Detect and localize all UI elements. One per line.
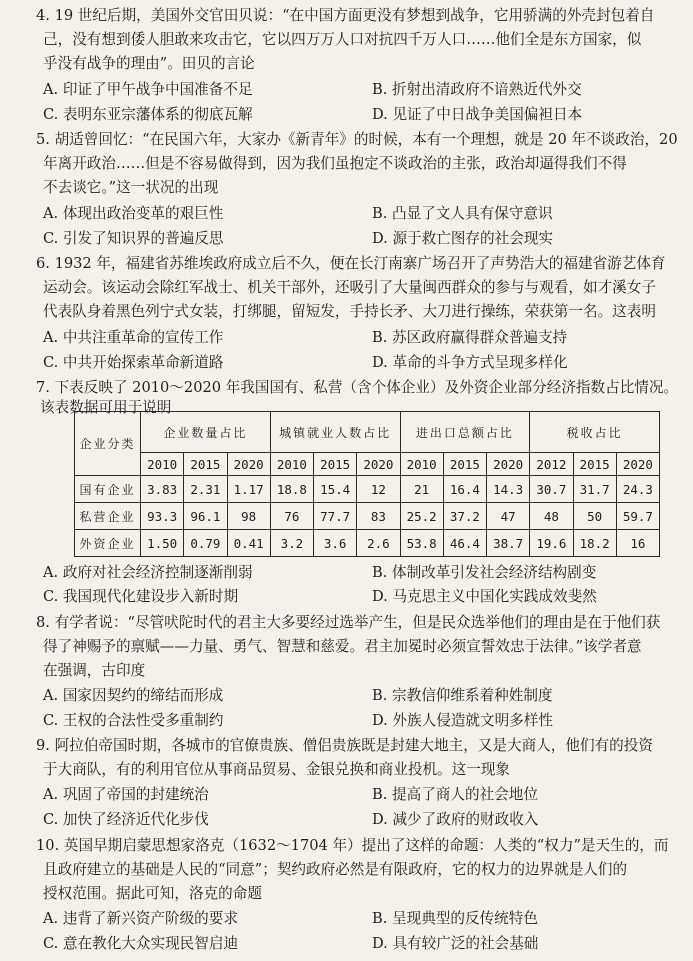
table-year-header: 2010 — [400, 453, 443, 476]
table-year-header: 2015 — [314, 453, 357, 476]
table-cell: 3.83 — [141, 476, 184, 503]
q8-option-b[interactable]: B. 宗教信仰维系着种姓制度 — [372, 687, 553, 704]
table-cell: 83 — [357, 503, 400, 530]
q6-stem-line-3: 代表队身着黑色列宁式女装，打绑腿，留短发，手持长矛、大刀进行操练，荣获第一名。这表明 — [43, 303, 656, 320]
table-year-header: 2015 — [184, 453, 227, 476]
table-cell: 53.8 — [400, 530, 443, 557]
q7-option-c[interactable]: C. 我国现代化建设步入新时期 — [43, 588, 239, 605]
q9-option-a[interactable]: A. 巩固了帝国的封建统治 — [43, 786, 209, 803]
q10-option-d[interactable]: D. 具有较广泛的社会基础 — [372, 935, 539, 952]
q7-option-a[interactable]: A. 政府对社会经济控制逐渐削弱 — [43, 564, 253, 581]
table-cell: 47 — [487, 503, 530, 530]
table-cell: 30.7 — [530, 476, 573, 503]
table-year-header: 2020 — [357, 453, 400, 476]
table-cell: 96.1 — [184, 503, 227, 530]
table-cell: 76 — [270, 503, 313, 530]
table-cell: 0.41 — [227, 530, 270, 557]
table-cell: 0.79 — [184, 530, 227, 557]
q8-stem-line-1: 8. 有学者说：“尽管吠陀时代的君主大多要经过选举产生，但是民众选举他们的理由是在于他们获 — [36, 614, 661, 631]
table-cell: 1.17 — [227, 476, 270, 503]
q9-option-c[interactable]: C. 加快了经济近代化步伐 — [43, 811, 209, 828]
table-cell: 1.50 — [141, 530, 184, 557]
q10-stem-line-3: 授权范围。据此可知，洛克的命题 — [43, 885, 262, 902]
table-cell: 38.7 — [487, 530, 530, 557]
table-cell: 21 — [400, 476, 443, 503]
q10-option-a[interactable]: A. 违背了新兴资产阶级的要求 — [43, 910, 238, 927]
table-year-header: 2015 — [573, 453, 616, 476]
table-row-label: 国有企业 — [75, 476, 141, 503]
table-row — [75, 503, 660, 530]
q10-stem-line-2: 且政府建立的基础是人民的“同意”；契约政府必然是有限政府，它的权力的边界就是人们的 — [43, 861, 628, 878]
table-group-header: 税收占比 — [530, 412, 660, 453]
table-cell: 15.4 — [314, 476, 357, 503]
table-year-header: 2012 — [530, 453, 573, 476]
table-year-header: 2020 — [227, 453, 270, 476]
q4-stem-line-2: 己，没有想到倭人胆敢来攻击它，它以四万万人口对抗四千万人口……他们全是东方国家，似 — [43, 31, 642, 48]
q5-stem-line-3: 不去谈它。”这一状况的出现 — [43, 179, 219, 196]
table-row-label: 私营企业 — [75, 503, 141, 530]
table-group-header: 城镇就业人数占比 — [270, 412, 400, 453]
q9-option-d[interactable]: D. 减少了政府的财政收入 — [372, 811, 539, 828]
q9-stem-line-1: 9. 阿拉伯帝国时期，各城市的官僚贵族、僧侣贵族既是封建大地主，又是大商人，他们有的投资 — [36, 737, 653, 754]
q7-stem-line-2: 该表数据可用于说明 — [40, 399, 172, 416]
q4-option-d[interactable]: D. 见证了中日战争美国偏袒日本 — [372, 106, 583, 123]
table-row — [75, 476, 660, 503]
table-cell: 16 — [616, 530, 659, 557]
table-row — [75, 530, 660, 557]
table-year-header: 2010 — [141, 453, 184, 476]
table-group-header: 企业数量占比 — [141, 412, 271, 453]
table-row-label: 外资企业 — [75, 530, 141, 557]
q5-option-a[interactable]: A. 体现出政治变革的艰巨性 — [43, 205, 224, 222]
table-cell: 93.3 — [141, 503, 184, 530]
table-cell: 18.8 — [270, 476, 313, 503]
q6-option-c[interactable]: C. 中共开始探索革命新道路 — [43, 354, 224, 371]
table-cell: 77.7 — [314, 503, 357, 530]
q8-option-a[interactable]: A. 国家因契约的缔结而形成 — [43, 687, 224, 704]
q4-option-c[interactable]: C. 表明东亚宗藩体系的彻底瓦解 — [43, 106, 253, 123]
table-cell: 37.2 — [443, 503, 486, 530]
table-cell: 59.7 — [616, 503, 659, 530]
table-cell: 46.4 — [443, 530, 486, 557]
table-cell: 25.2 — [400, 503, 443, 530]
table-cell: 98 — [227, 503, 270, 530]
q9-stem-line-2: 于大商队，有的利用官位从事商品贸易、金银兑换和商业投机。这一现象 — [43, 761, 511, 778]
table-cell: 12 — [357, 476, 400, 503]
q6-option-b[interactable]: B. 苏区政府赢得群众普遍支持 — [372, 329, 568, 346]
economic-index-table — [74, 411, 660, 557]
table-corner-header: 企业分类 — [75, 412, 141, 476]
table-cell: 2.31 — [184, 476, 227, 503]
q6-stem-line-2: 运动会。该运动会除红军战士、机关干部外，还吸引了大量闽西群众的参与与观看，如才溪女子 — [43, 279, 656, 296]
q4-stem-line-1: 4. 19 世纪后期，美国外交官田贝说：“在中国方面更没有梦想到战争，它用骄满的外壳封包着自 — [36, 7, 655, 24]
table-cell: 19.6 — [530, 530, 573, 557]
q10-option-b[interactable]: B. 呈现典型的反传统特色 — [372, 910, 538, 927]
table-cell: 24.3 — [616, 476, 659, 503]
q5-stem-line-1: 5. 胡适曾回忆：“在民国六年，大家办《新青年》的时候，本有一个理想，就是 20 年不谈政治，20 — [36, 131, 678, 148]
q4-option-a[interactable]: A. 印证了甲午战争中国准备不足 — [43, 81, 253, 98]
q7-option-d[interactable]: D. 马克思主义中国化实践成效斐然 — [372, 588, 597, 605]
q10-stem-line-1: 10. 英国早期启蒙思想家洛克（1632～1704 年）提出了这样的命题：人类的“权力”是天生的，而 — [36, 837, 669, 854]
q4-stem-line-3: 乎没有战争的理由”。田贝的言论 — [43, 55, 255, 72]
table-cell: 16.4 — [443, 476, 486, 503]
table-year-header: 2020 — [487, 453, 530, 476]
q7-option-b[interactable]: B. 体制改革引发社会经济结构剧变 — [372, 564, 597, 581]
table-cell: 48 — [530, 503, 573, 530]
table-cell: 3.2 — [270, 530, 313, 557]
q5-option-c[interactable]: C. 引发了知识界的普遍反思 — [43, 230, 224, 247]
table-cell: 31.7 — [573, 476, 616, 503]
q5-stem-line-2: 年离开政治……但是不容易做得到，因为我们虽抱定不谈政治的主张，政治却逼得我们不得 — [43, 155, 627, 172]
q8-option-d[interactable]: D. 外族人侵造就文明多样性 — [372, 712, 553, 729]
table-year-header: 2015 — [443, 453, 486, 476]
table-year-header: 2020 — [616, 453, 659, 476]
table-group-header: 进出口总额占比 — [400, 412, 530, 453]
table-cell: 2.6 — [357, 530, 400, 557]
table-cell: 14.3 — [487, 476, 530, 503]
q10-option-c[interactable]: C. 意在教化大众实现民智启迪 — [43, 935, 239, 952]
table-cell: 50 — [573, 503, 616, 530]
q8-option-c[interactable]: C. 王权的合法性受多重制约 — [43, 712, 224, 729]
table-cell: 18.2 — [573, 530, 616, 557]
q7-stem-line-1: 7. 下表反映了 2010～2020 年我国国有、私营（含个体企业）及外资企业部分经济指数占比情况。 — [36, 379, 679, 396]
q6-stem-line-1: 6. 1932 年，福建省苏维埃政府成立后不久，便在长汀南寨广场召开了声势浩大的福建省游艺体育 — [36, 255, 666, 272]
table-cell: 3.6 — [314, 530, 357, 557]
q9-option-b[interactable]: B. 提高了商人的社会地位 — [372, 786, 538, 803]
q5-option-b[interactable]: B. 凸显了文人具有保守意识 — [372, 205, 553, 222]
q8-stem-line-2: 得了神赐予的禀赋——力量、勇气、智慧和慈爱。君主加冕时必须宣誓效忠于法律。”该学者意 — [43, 638, 642, 655]
q6-option-d[interactable]: D. 革命的斗争方式呈现多样化 — [372, 354, 568, 371]
q8-stem-line-3: 在强调，古印度 — [43, 662, 146, 679]
q5-option-d[interactable]: D. 源于救亡图存的社会现实 — [372, 230, 553, 247]
q4-option-b[interactable]: B. 折射出清政府不谙熟近代外交 — [372, 81, 582, 98]
table-year-header: 2010 — [270, 453, 313, 476]
q6-option-a[interactable]: A. 中共注重革命的宣传工作 — [43, 329, 224, 346]
